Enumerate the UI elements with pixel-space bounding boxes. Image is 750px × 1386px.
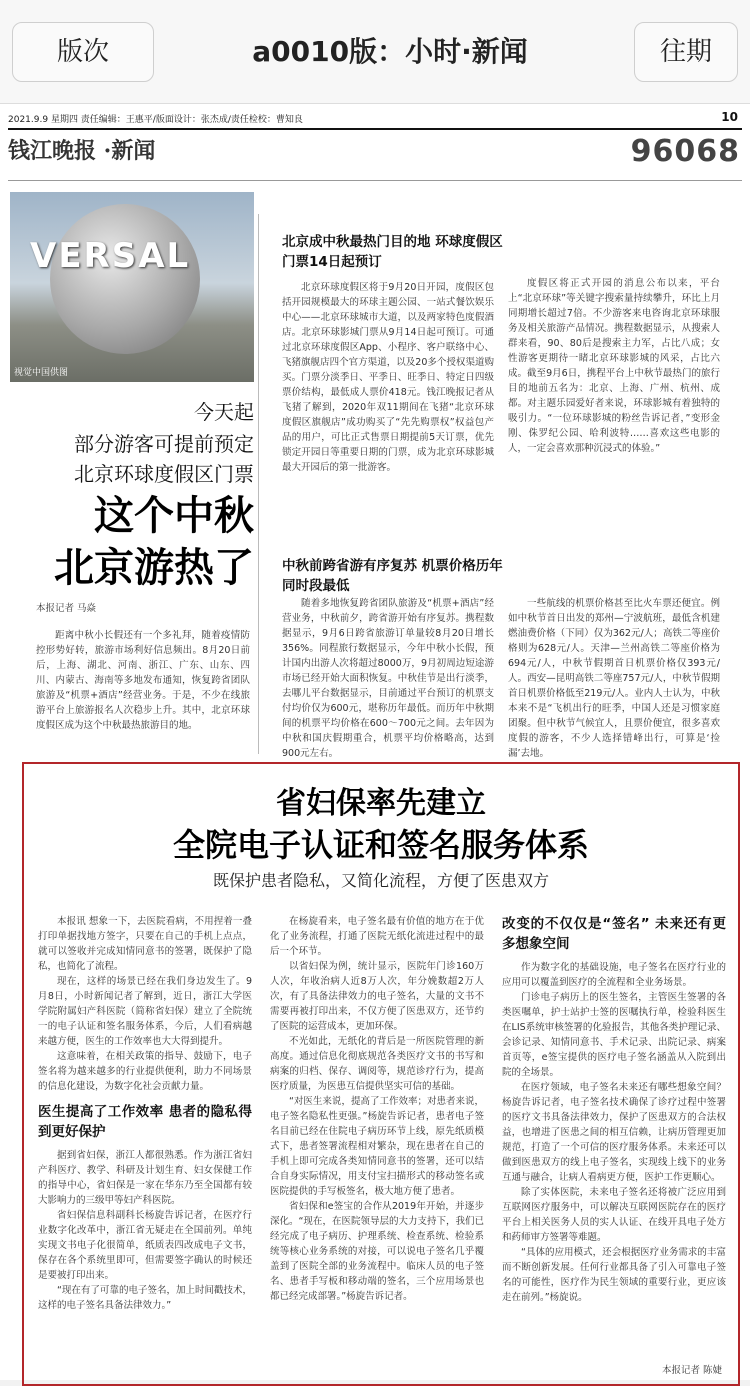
top-story-reporter: 本报记者 马焱 <box>36 603 97 614</box>
newspaper-page <box>0 104 750 1380</box>
body-column-1: 北京环球度假区将于9月20日开园，度假区包括开园规模最大的环球主题公园、一站式餐饮娱乐中心——北京环球城市大道，以及两家特色度假酒店。北京环球影城门票从9月14日起可预订。可通过北京环球度假区App、小程序、客户联络中心、飞猪旗舰店四个官方渠道，以及20多个授权渠道购买。门票分淡季日、平季日、旺季日、特定日四级票价结构，最低成人票价418元。钱江晚报记者从飞猪了解到，2020年双11期间在飞猪“北京环球度假区旗舰店”成功购买了“先先购票权”权益包产品的用户，可比正式售票日期提前5天订票，优先锁定开园日等重要日期的门票，成为北京环球影城最大开园后的第一批游客。 <box>282 282 494 473</box>
feature-reporter: 本报记者 陈婕 <box>661 1365 722 1376</box>
feature-column-2: 在杨旋看来，电子签名最有价值的地方在于优化了业务流程，打通了医院无纸化流进过程中的最后一个环节。 以省妇保为例，统计显示，医院年门诊160万人次，年收治病人近8万人次，年分娩数超2万人次，有了具备法律效力的电子签名，大量的文书不需要再被打印出来，不仅方便了医患双方，还节约了医院的运营成本，更加环保。 不光如此，无纸化的背后是一所医院管理的新高度。通过信息化彻底规范各类医疗文书的书写和病案的归档、保存、调阅等，规范诊疗行为，提高医疗质量，为医患互信提供坚实可信的基础。 “对医生来说，提高了工作效率；对患者来说，电子签名隐私性更强。”杨旋告诉记者，患者电子签名目前已经在住院电子病历环节上线，原先纸质模式下，患者签署流程相对繁杂，现在患者在自己的手机上即可完成各类知情同意书的签署，还可以结合自身实际情况，用支付宝扫描形式的移动签名或医院提供的手写板签名，极大地方便了患者。 省妇保和e签宝的合作从2019年开始，并逐步深化。“现在，在医院领导层的大力支持下，我们已经完成了电子病历、护理系统、检查系统、检验系统等核心业务系统的对接，可以说电子签名几乎覆盖到了医院全部的业务流程中。临床人员的电子签名、患者手写板和移动端的签名，三个应用场景也都已经完成部署。”杨旋告诉记者。 <box>270 916 484 1302</box>
globe-icon <box>50 204 200 354</box>
body-column-2: 度假区将正式开园的消息公布以来，平台上“北京环球”等关键字搜索量持续攀升，环比上月同期增长超过7倍。不少游客来电咨询北京环球服务及相关旅游产品情况。携程数据显示，从搜索人群来看，90、80后是搜索主力军，占比八成；女性游客更期待一睹北京环球影城的风采，占比六成。截至9月6日，携程平台上中秋节最热门的旅行目的地前五名为：北京、上海、广州、杭州、成都。对主题乐园爱好者来说，环球影城有着独特的吸引力。“一位环球影城的粉丝告诉记者，”变形金刚、侏罗纪公园、哈利波特……喜欢这些电影的人，一定会喜欢那种沉浸式的体验。” <box>508 278 720 454</box>
big-headline-2: 北京游热了 <box>54 545 254 591</box>
masthead: 钱江晚报 ·新闻 <box>8 138 156 164</box>
hotline-number: 96068 <box>630 134 740 169</box>
feature-column-1: 本报讯 想象一下，去医院看病，不用捏着一叠打印单据找地方签字，只要在自己的手机上点点，就可以签收并完成知情同意书的签署，既保护了隐私，也简化了流程。 现在，这样的场景已经在我们身边发生了。9月8日，小时新闻记者了解到，近日，浙江大学医学院附属妇产科医院（简称省妇保）建立了全院统一的电子认证和签名服务体系，今后，人们看病越来越方便，医生的工作效率也大大得到提升。 这意味着，在相关政策的指导、鼓励下，电子签名将为越来越多的行业提供便利，助力不同场景的信息化建设，为数字化社会贡献力量。 医生提高了工作效率 患者的隐私得到更好保护 据到省妇保，浙江人都很熟悉。作为浙江省妇产科医疗、教学、科研及计划生育、妇女保健工作的指导中心，省妇保是一家在华东乃至全国都有较大影响力的三级甲等妇产科医院。 省妇保信息科副科长杨旋告诉记者，在医疗行业数字化改革中，浙江省无疑走在全国前列。单纯实现文书电子化很简单，纸质表四改成电子文书，保存在各个系统里即可，但需要签字确认的时候还是要被打印出来。 “现在有了可靠的电子签名，加上时间戳技术，这样的电子签名具备法律效力。” <box>38 916 252 1311</box>
top-story-lead: 距离中秋小长假还有一个多礼拜，随着疫情防控形势好转，旅游市场利好信息频出。8月20日前后，上海、湖北、河南、浙江、广东、山东、四川、内蒙古、海南等多地发布通知，恢复跨省团队旅游及“机票+酒店”经营业务。于是，不少在线旅游平台上旅游报名人次稳步上升。其中，北京环球度假区成为这个中秋最热旅游目的地。 <box>36 630 250 731</box>
subhead-2: 中秋前跨省游有序复苏 机票价格历年同时段最低 <box>282 558 503 594</box>
feature-column-3: 改变的不仅仅是“签名” 未来还有更多想象空间 作为数字化的基础设施，电子签名在医疗行业的应用可以覆盖到医疗的全流程和全业务场景。 门诊电子病历上的医生签名，主管医生签署的各类医嘱单，护士站护士签的医嘱执行单，检验科医生在LIS系统审核签署的化验报告，其他各类护理记录、会诊记录、知情同意书、手术记录、出院记录、病案首页等，e签宝提供的医疗电子签名涵盖从入院到出院的全场景。 在医疗领域，电子签名未来还有哪些想象空间？杨旋告诉记者，电子签名技术确保了诊疗过程中签署的医疗文书具备法律效力，保护了医患双方的合法权益，也增进了医患之间的相互信赖，让病历管理更加规范，打造了一个可信的医疗服务体系。未来还可以做到医患双方的线上电子签名，实现线上线下的业务互通与融合，让病人看病更方便，医护工作更顺心。 除了实体医院，未来电子签名还将被广泛应用到互联网医疗服务中，可以解决互联网医院存在的医疗平台上相关医务人员的实人认证、在线开具电子处方和药师审方签署等难题。 “具体的应用模式，还会根据医疗业务需求的丰富而不断创新发展。任何行业都具备了引入可靠电子签名的可能性，医疗作为民生领域的重要行业，更应该走在前列。”杨旋说。 <box>502 916 726 1303</box>
globe-photo[interactable] <box>10 192 254 382</box>
page-number: 10 <box>721 110 738 124</box>
featured-article-box[interactable] <box>22 762 740 1386</box>
feature-subhead-1: 医生提高了工作效率 患者的隐私得到更好保护 <box>38 1104 252 1140</box>
date-line: 2021.9.9 星期四 责任编辑：王惠平/版面设计：张杰成/责任检校：曹知良 <box>8 115 303 125</box>
header-rule <box>8 128 742 130</box>
subhead-1: 北京成中秋最热门目的地 环球度假区门票14日起预订 <box>282 234 503 270</box>
page-title: a0010版：小时·新闻 <box>252 35 528 68</box>
photo-credit: 视觉中国供图 <box>14 368 69 378</box>
masthead-rule <box>8 180 742 181</box>
feature-headline-1: 省妇保率先建立 <box>276 786 486 821</box>
headline-line-2: 部分游客可提前预定 <box>74 432 254 456</box>
body-column-3: 随着多地恢复跨省团队旅游及“机票+酒店”经营业务，中秋前夕，跨省游开始有序复苏。携程数据显示，9月6日跨省旅游订单量较8月20日增长356%。同程旅行数据显示，今年中秋小长假，预计国内出游人次将超过8000万，9月初周边短途游市场已经开始大面积恢复。中秋佳节是出行淡季，去哪儿平台数据显示，目前通过平台预订的机票支付均价仅为600元，堪称历年最低。而历年中秋期间的机票平均价格在600～700元之间。去年因为中秋和国庆假期重合，机票平均价格略高，达到900元左右。 <box>282 598 494 759</box>
headline-line-1: 今天起 <box>194 400 254 424</box>
top-nav-bar <box>0 0 750 104</box>
big-headline-1: 这个中秋 <box>94 493 254 539</box>
past-issues-button[interactable]: 往期 <box>634 22 738 82</box>
edition-list-button[interactable]: 版次 <box>12 22 154 82</box>
feature-headline-2: 全院电子认证和签名服务体系 <box>172 826 589 864</box>
photo-sign-text: VERSAL <box>30 236 191 276</box>
body-column-4: 一些航线的机票价格甚至比火车票还便宜。例如中秋节首日出发的郑州—宁波航班，最低含机建燃油费价格（下同）仅为362元/人；高铁二等座价格则为628元/人。天津—兰州高铁二等座价格为694元/人，中秋节假期首日机票价格仅393元/人。西安—昆明高铁二等座757元/人，中秋节假期首日机票价格低至219元/人。业内人士认为，中秋本来不是“飞机出行的旺季，中国人还是习惯家庭团聚。但中秋节气候宜人，且票价便宜，很多喜欢度假的游客，不少人选择错峰出行，可算是‘捡漏’去地。 <box>508 598 720 759</box>
feature-deck: 既保护患者隐私，又简化流程，方便了医患双方 <box>212 871 549 890</box>
headline-line-3: 北京环球度假区门票 <box>74 462 254 486</box>
feature-subhead-2: 改变的不仅仅是“签名” 未来还有更多想象空间 <box>502 916 726 952</box>
column-divider <box>258 214 259 754</box>
